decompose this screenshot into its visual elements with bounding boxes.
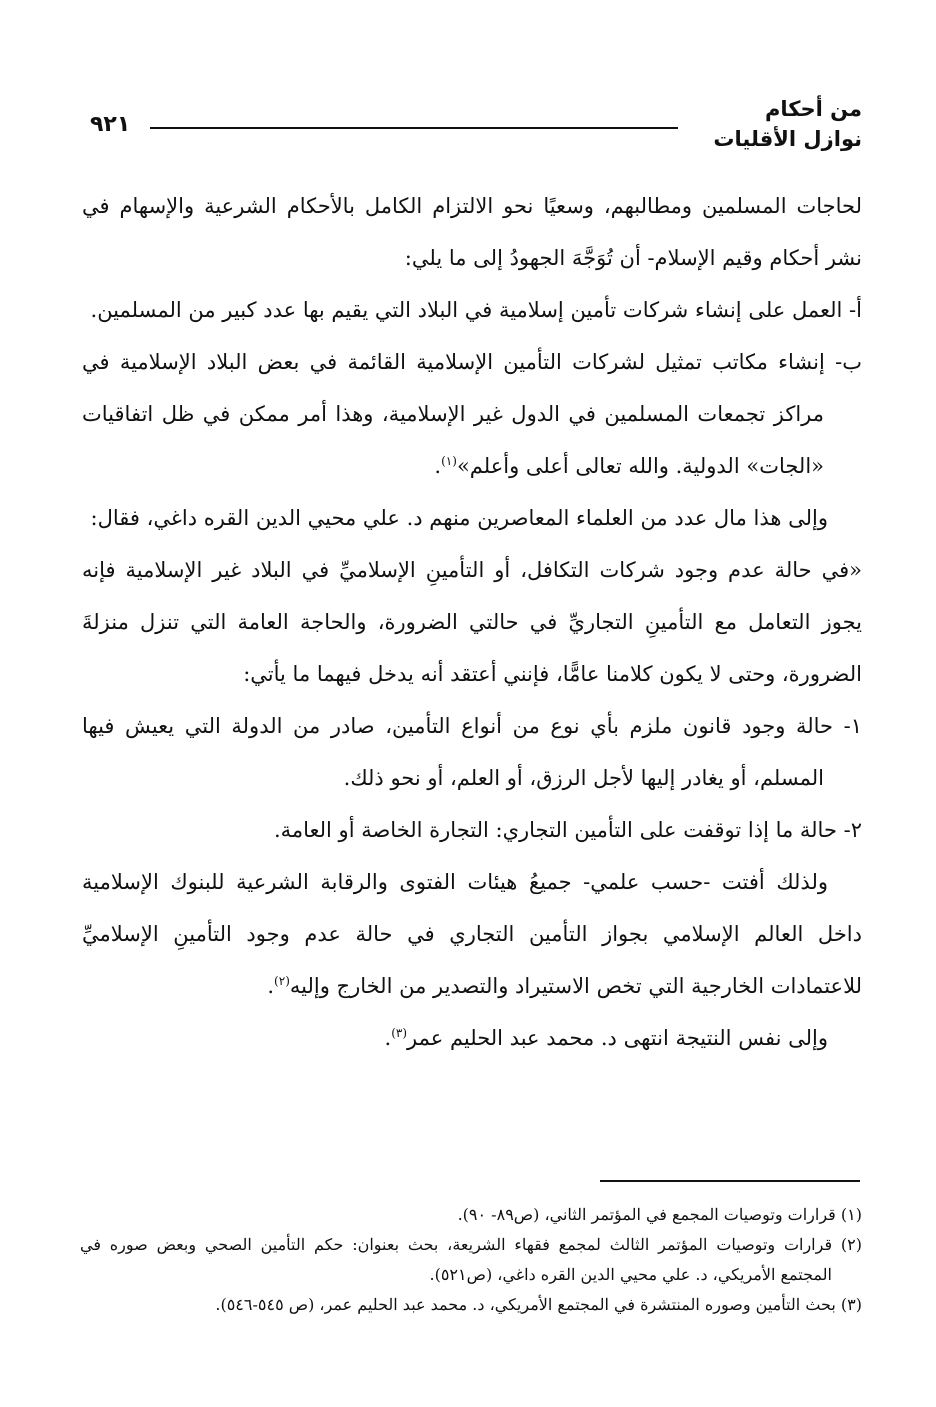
running-title: [713, 94, 862, 154]
paragraph-last-end: .: [384, 1026, 392, 1050]
paragraph-fatwa: [82, 856, 862, 1012]
footnote-separator: [600, 1180, 860, 1182]
footnote-1: (١) قرارات وتوصيات المجمع في المؤتمر الثاني، (ص٨٩- ٩٠).: [457, 1205, 862, 1224]
running-title-line1: من أحكام: [764, 97, 862, 121]
case-item-2: ٢- حالة ما إذا توقفت على التأمين التجاري: التجارة الخاصة أو العامة.: [273, 818, 862, 842]
footnote-ref-3[interactable]: (٣): [391, 1026, 408, 1040]
list-item-b: [82, 336, 862, 492]
footnote-3: (٣) بحث التأمين وصوره المنتشرة في المجتمع الأمريكي، د. محمد عبد الحليم عمر، (ص ٥٤٥-٥٤٦).: [215, 1295, 862, 1314]
body-text: [82, 180, 862, 1064]
list-item-b-end: .: [434, 454, 442, 478]
page-header: [90, 94, 862, 164]
list-item-b-text: ب- إنشاء مكاتب تمثيل لشركات التأمين الإسلامية القائمة في بعض البلاد الإسلامية في مراكز تجمعات المسلمين في الدول غير الإسلامية، وهذا أمر ممكن في ظل اتفاقيات «الجات» الدولية. والله تعالى أعلى وأعلم»: [82, 350, 862, 478]
paragraph-last: [82, 1012, 862, 1064]
paragraph-intro: لحاجات المسلمين ومطالبهم، وسعيًا نحو الالتزام الكامل بالأحكام الشرعية والإسهام في نشر أحكام وقيم الإسلام- أن تُوَجَّهَ الجهودُ إلى ما يلي:: [82, 194, 862, 270]
header-rule: [150, 127, 678, 129]
paragraph-fatwa-text: ولذلك أفتت -حسب علمي- جميعُ هيئات الفتوى والرقابة الشرعية للبنوك الإسلامية داخل العالم الإسلامي بجواز التأمين التجاري في حالة عدم وجود التأمينِ الإسلاميِّ للاعتمادات الخارجية التي تخص الاستيراد والتصدير من الخارج وإليه: [82, 870, 862, 998]
paragraph-scholar: وإلى هذا مال عدد من العلماء المعاصرين منهم د. علي محيي الدين القره داغي، فقال:: [90, 506, 828, 530]
page-number: ٩٢١: [90, 112, 131, 137]
footnote-ref-2[interactable]: (٢): [274, 974, 290, 988]
quote-paragraph: «في حالة عدم وجود شركات التكافل، أو التأمينِ الإسلاميِّ في البلاد غير الإسلامية فإنه يجوز التعامل مع التأمينِ التجاريِّ في حالتي الضرورة، والحاجة العامة التي تنزل منزلةَ الضرورة، وحتى لا يكون كلامنا عامًّا، فإنني أعتقد أنه يدخل فيهما ما يأتي:: [82, 558, 862, 686]
paragraph-fatwa-end: .: [267, 974, 275, 998]
footnote-2: (٢) قرارات وتوصيات المؤتمر الثالث لمجمع فقهاء الشريعة، بحث بعنوان: حكم التأمين الصحي وبعض صوره في المجتمع الأمريكي، د. علي محيي الدين القره داغي، (ص٥٢١).: [80, 1235, 863, 1284]
footnote-ref-1[interactable]: (١): [441, 454, 457, 468]
paragraph-last-text: وإلى نفس النتيجة انتهى د. محمد عبد الحليم عمر: [407, 1026, 828, 1050]
case-item-1: ١- حالة وجود قانون ملزم بأي نوع من أنواع التأمين، صادر من الدولة التي يعيش فيها المسلم، أو يغادر إليها لأجل الرزق، أو العلم، أو نحو ذلك.: [82, 714, 862, 790]
footnotes: [80, 1200, 862, 1320]
list-item-a: أ- العمل على إنشاء شركات تأمين إسلامية في البلاد التي يقيم بها عدد كبير من المسلمين.: [90, 298, 862, 322]
running-title-line2: نوازل الأقليات: [713, 127, 862, 151]
